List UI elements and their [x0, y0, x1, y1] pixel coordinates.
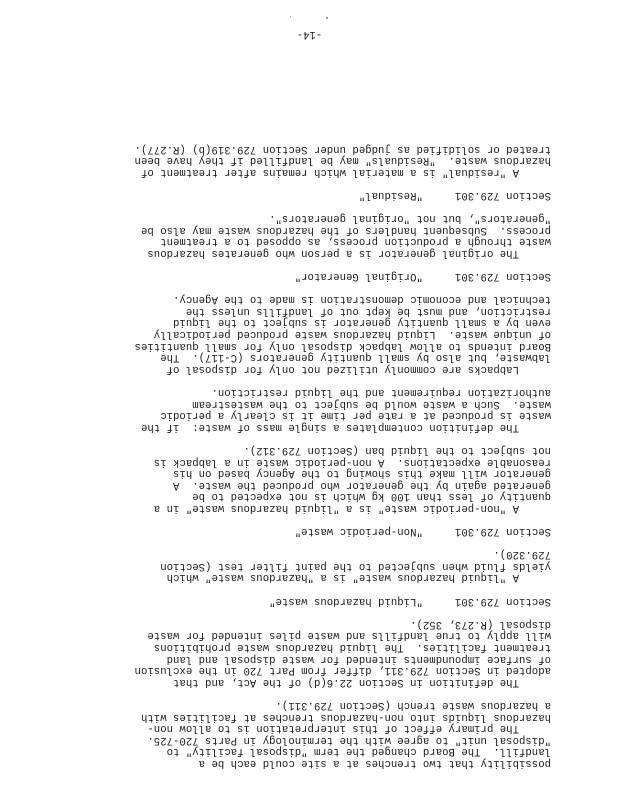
text-line: reasonable expectations. A non-periodic waste in a labpack is: [153, 455, 551, 468]
text-line: waste. Such a waste would be subject to the wastestream: [192, 397, 551, 410]
text-line: restriction, and must be kept out of landfills unless the: [185, 304, 551, 317]
text-line: not subject to the liquid ban (Section 729.312).: [243, 443, 551, 456]
paragraph: [63, 443, 551, 513]
text-line: treatment facilities. The liquid hazardous waste prohibitions: [153, 641, 551, 654]
text-line: The definition contemplates a single mass of waste: if the: [140, 420, 551, 433]
text-line: even by a small quantity generator is subject to the liquid: [172, 316, 551, 329]
paragraph: [63, 698, 551, 768]
paragraph: [63, 293, 551, 374]
text-line: A "liquid hazardous waste" is a "hazardous waste" which: [166, 571, 551, 584]
text-line: of surface impoundments intended for waste disposal and land: [166, 652, 551, 665]
text-line: The original generator is a person who generates hazardous: [147, 246, 551, 259]
text-line: "disposal unit" to agree with the terminology in Parts 720-725.: [147, 733, 551, 746]
page-number: -14-: [296, 28, 323, 40]
text-line: Labpacks are commonly utilized not only for disposal of: [166, 362, 551, 375]
text-line: process. Subsequent handlers of the hazardous waste may also be: [140, 223, 551, 236]
text-line: generator will make this showing to the Agency based on his: [172, 467, 551, 480]
text-line: adopted in Section 729.311, differ from Part 720 in the exclusion: [134, 664, 551, 677]
text-line: "generators", but not "original generators".: [269, 212, 551, 225]
section-heading: Section 729.301 "Residual": [358, 188, 551, 201]
section-heading: Section 729.301 "Non-periodic waste": [294, 525, 551, 538]
text-line: The primary effect of this interpretation is to allow non-: [147, 722, 551, 735]
text-line: hazardous waste. "Residuals" may be landfilled if they have been: [134, 154, 551, 167]
section-heading: Section 729.301 "Original Generator": [294, 270, 551, 283]
section-heading: Section 729.301 "Liquid hazardous waste": [269, 594, 551, 607]
text-line: A "non-periodic waste" is a "liquid hazardous waste" in a: [153, 501, 551, 514]
document-body: [63, 130, 551, 768]
text-line: landfill. The Board changed the term "disposal facility" to: [166, 745, 551, 758]
text-line: technical and economic demonstration is made to the Agency.: [172, 293, 551, 306]
text-line: A "residual" is a material which remains after treatment of: [140, 165, 551, 178]
text-line: a hazardous waste trench (Section 729.311).: [275, 699, 551, 712]
paragraph: [63, 548, 551, 583]
text-line: quantity of less than 100 kg which is not expected to be: [192, 490, 551, 503]
text-line: possibility that two trenches at a site could each be a: [198, 757, 551, 769]
text-line: Board intends to allow labpack disposal only for small quantities: [134, 339, 551, 352]
paragraph: [63, 212, 551, 258]
text-line: will apply to true landfills and waste piles intended for waste: [147, 629, 551, 642]
text-line: waste through a production process, as opposed to a treatment: [160, 235, 551, 248]
text-line: yields fluid when subjected to the paint filter test (Section: [160, 559, 551, 572]
paragraph: [63, 617, 551, 687]
scan-speck: [290, 16, 291, 17]
text-line: authorization requirement and the liquid restriction.: [211, 386, 551, 398]
text-line: treated or solidified as judged under Section 729.319(b) (R.277).: [134, 142, 551, 155]
text-line: labwaste, but also by small quantity generators (C-117). The: [160, 351, 551, 364]
text-line: generated again by the generator who produced the waste. A: [172, 478, 551, 491]
text-line: disposal (R.273, 352).: [410, 617, 551, 630]
text-line: of unique waste. Liquid hazardous waste produced periodically: [153, 328, 551, 341]
text-line: 729.320).: [493, 548, 551, 561]
text-line: waste is produced at a rate per time it is clearly a periodic: [160, 409, 551, 422]
text-line: hazardous liquids into non-hazardous trenches at facilities with: [140, 710, 551, 723]
paragraph: [63, 385, 551, 431]
text-line: The definition in Section 22.6(d) of the Act, and that: [172, 675, 551, 688]
paragraph: [63, 142, 551, 177]
scan-speck: [326, 17, 328, 19]
